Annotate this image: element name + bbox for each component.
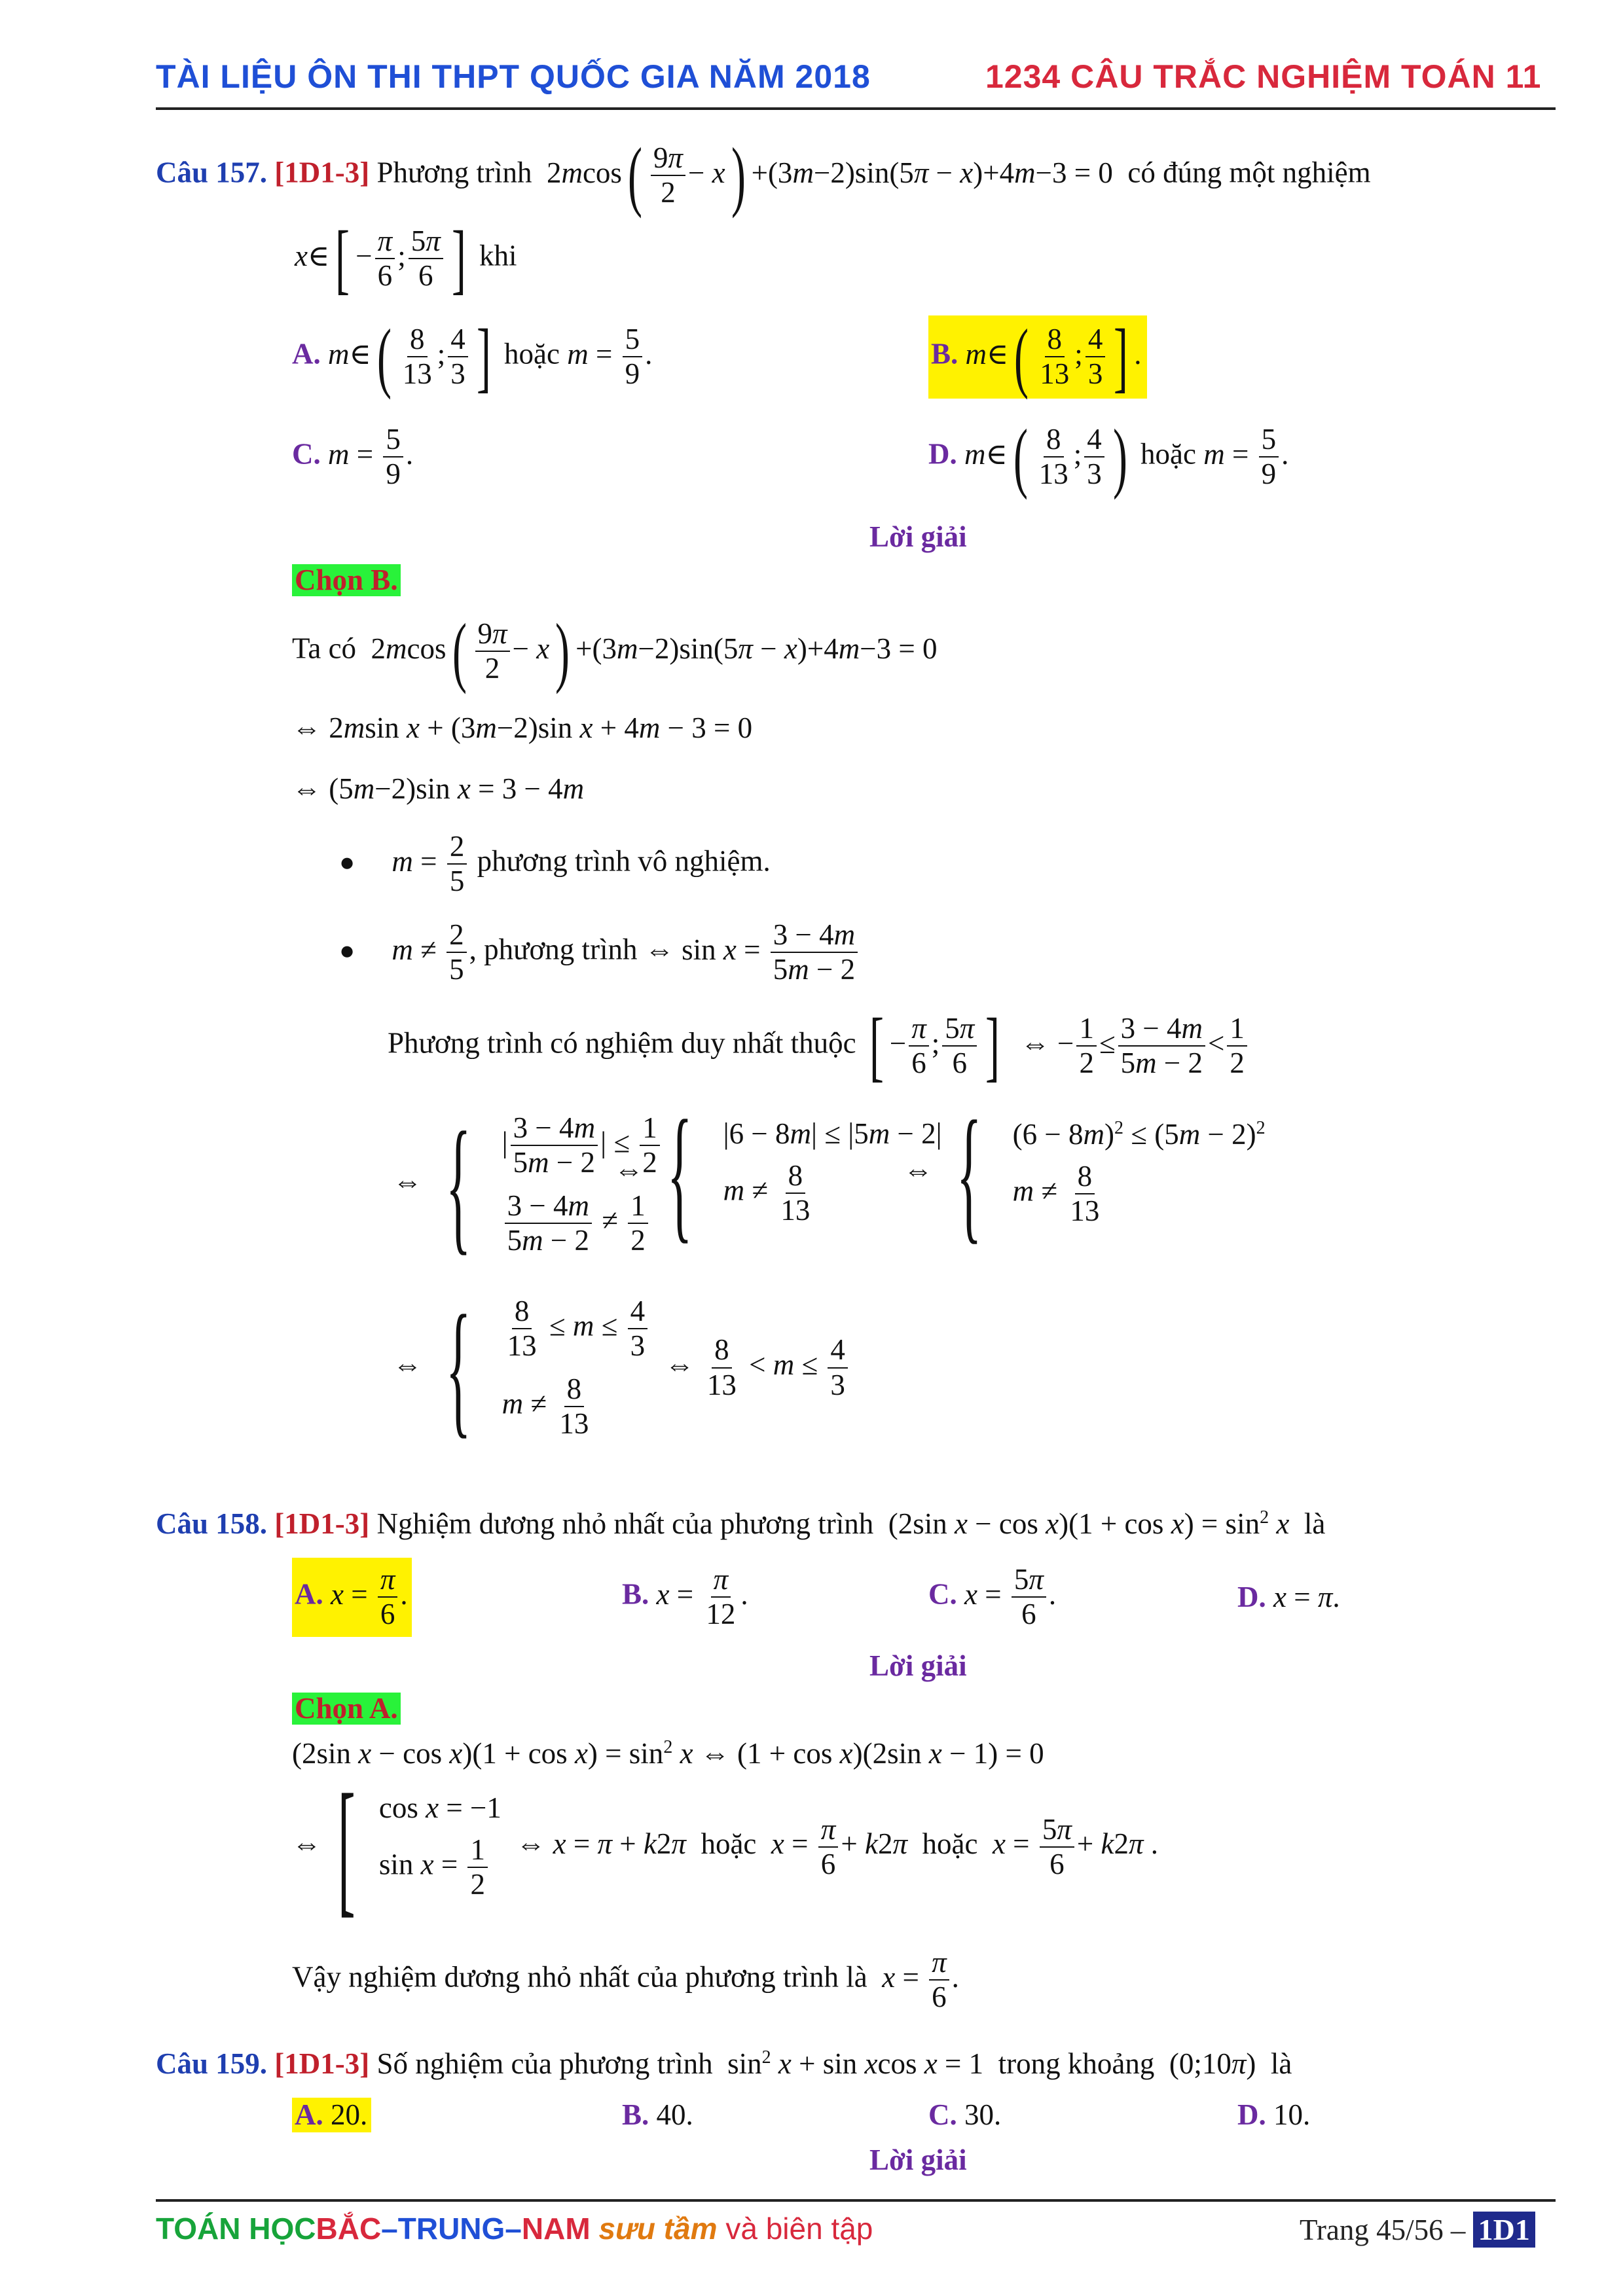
q157-option-a: A. m∈( $\frac{8}{13}$ ; $\frac{4}{3}$ ] hoặc m = $\frac{5}{9}$ . [292,313,653,401]
q158-conclusion: Vậy nghiệm dương nhỏ nhất của phương trình là x = $\frac{\pi}{6}$ . [292,1946,959,2014]
q157-choice: Chọn B. [292,564,401,596]
q158-option-b: B. x = $\frac{\pi}{12}$ . [622,1563,748,1631]
q157-system3: ⇔ { $(6 - 8m)^2 \le (5m - 2)^2$ m ≠ $\frac{8}{13}$ [903,1089,1266,1257]
q159-tag: [1D1-3] [274,2047,370,2080]
q157-unique: Phương trình có nghiệm duy nhất thuộc [ − $\frac{\pi}{6}$ ; $\frac{5\pi}{6}$ ] ⇔ − $\frac{1}{2}$ ≤ $\frac{3 - 4m}{5m - 2}$ < $\frac{1}{2}$ [388,1013,1250,1079]
q157-equation: 2mcos( $\frac{9\pi}{2}$ − x) +(3m−2)sin(5π − x)+4m−3 = 0 [539,132,1121,219]
q157-option-d: D. m∈( $\frac{8}{13}$ ; $\frac{4}{3}$ ) hoặc m = $\frac{5}{9}$ . [928,413,1289,501]
q157-step2: ⇔ 2msin x + (3m−2)sin x + 4m − 3 = 0 [292,711,753,744]
header-left-title: TÀI LIỆU ÔN THI THPT QUỐC GIA NĂM 2018 [156,58,871,95]
footer-badge: 1D1 [1473,2212,1535,2248]
header-right-title: 1234 CÂU TRẮC NGHIỆM TOÁN 11 [985,58,1542,95]
q159-option-c: C. 30. [928,2098,1002,2131]
q157-option-c: C. m = $\frac{5}{9}$ . [292,423,414,491]
q157-stem [156,132,1371,219]
q158-stem: Câu 158. [1D1-3] Nghiệm dương nhỏ nhất của phương trình (2sin $x - \cos x)(1 + \cos x) = \sin^2 x$ là [156,1507,1326,1540]
q157-khi: khi [479,239,517,272]
q158-lead: Nghiệm dương nhỏ nhất của phương trình [376,1507,874,1540]
q157-bullet2: ● m ≠ $\frac{2}{5}$ , phương trình ⇔ sin x = $\frac{3 - 4m}{5m - 2}$ [339,920,860,986]
q158-tail: là [1304,1507,1326,1540]
q158-tag: [1D1-3] [274,1507,370,1540]
q157-step1: Ta có 2mcos( $\frac{9\pi}{2}$ − x) +(3m−2)sin(5π − x)+4m−3 = 0 [292,607,938,695]
q158-option-a: A. x = $\frac{\pi}{6}$ . [292,1558,412,1637]
q159-option-a: A. 20. [292,2098,371,2132]
q157-interval: x∈[ − $\frac{\pi}{6}$ ; $\frac{5\pi}{6}$ ] khi [295,215,517,302]
footer-page: Trang 45/56 – 1D1 [1300,2212,1535,2247]
q158-solution-title: Lời giải [869,1649,967,1682]
q157-label: Câu 157. [156,156,268,189]
header-rule [156,107,1556,110]
q159-lead: Số nghiệm của phương trình [376,2047,713,2080]
q157-solution-title: Lời giải [869,520,967,553]
q158-label: Câu 158. [156,1507,268,1540]
q157-step3: ⇔ (5m−2)sin x = 3 − 4m [292,772,585,805]
q158-step1: (2sin $x - \cos x)(1 + \cos x) = \sin^2 x$ ⇔ (1 + cos x)(2sin x − 1) = 0 [292,1737,1044,1770]
q157-option-b: B. m∈( $\frac{8}{13}$ ; $\frac{4}{3}$ ] . [928,315,1147,399]
q159-label: Câu 159. [156,2047,268,2080]
q157-system2: ⇔ { |6 − 8m| ≤ |5m − 2| m ≠ $\frac{8}{13}$ [614,1089,942,1257]
q157-system4: ⇔ { $\frac{8}{13}$ ≤ m ≤ $\frac{4}{3}$ m ≠ $\frac{8}{13}$ ⇔ $\frac{8}{13}$ < m ≤ $\frac{4}{3}$ [393,1296,850,1439]
q159-option-d: D. 10. [1237,2098,1311,2131]
q157-system1: ⇔ { | $\frac{3 - 4m}{5m - 2}$ | ≤ $\frac{1}{2}$ $\frac{3 - 4m}{5m - 2}$ ≠ $\frac{1}{2}$ [393,1113,663,1256]
q158-option-c: C. x = $\frac{5\pi}{6}$ . [928,1563,1057,1631]
q157-bullet1: ● m = $\frac{2}{5}$ phương trình vô nghiệm. [339,830,771,898]
q158-option-d: D. x = π. [1237,1581,1340,1613]
q159-stem: Câu 159. [1D1-3] Số nghiệm của phương trình $\sin^2 x + \sin xcos$ x = 1 trong khoảng (0;10π) là [156,2047,1292,2080]
footer-rule [156,2199,1556,2202]
q158-choice: Chọn A. [292,1693,401,1725]
q159-tail: là [1270,2047,1292,2080]
q159-option-b: B. 40. [622,2098,693,2131]
q157-tag: [1D1-3] [274,156,370,189]
q159-solution-title: Lời giải [869,2144,967,2176]
q157-lead: Phương trình [376,156,532,189]
q157-tail: có đúng một nghiệm [1127,156,1371,189]
q159-mid: trong khoảng [998,2047,1155,2080]
footer-credit: TOÁN HỌCBẮC–TRUNG–NAM sưu tầm và biên tập [156,2212,873,2246]
q158-step2: ⇔ [ cos x = −1 sin x = $\frac{1}{2}$ ⇔ x = π + k2π hoặc x = $\frac{\pi}{6}$ + k2π hoặc x = $\frac{5\pi}{6}$ + k2π . [292,1763,1159,1931]
